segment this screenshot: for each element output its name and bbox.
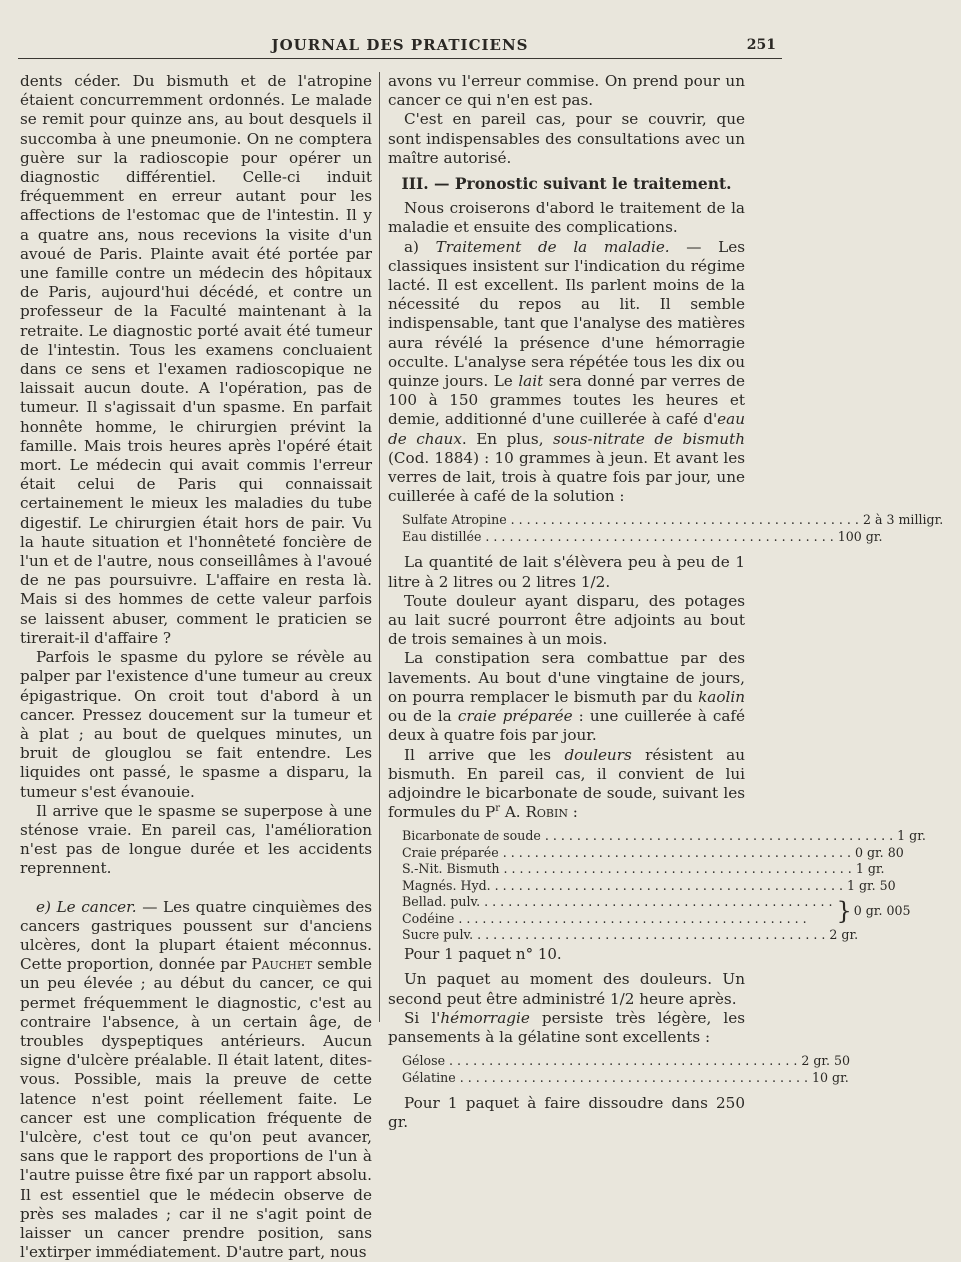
paragraph: dents céder. Du bismuth et de l'atropine étaient concurremment ordonnés. Le malade se remit pour quinze ans, au bout desquels il succomba à une pneumonie. On ne comptera guère sur la radioscopie pour opérer un diagnostic différentiel. Celle-ci induit fréquemment en erreur autant pour les affections de l'estomac que de l'intestin. Il y a quatre ans, nous recevions la visite d'un avoué de Paris. Plainte avait été portée par une famille contre un médecin des hôpitaux de Paris, aujourd'hui décédé, et contre un professeur de la Faculté maintenant à la retraite. Le diagnostic porté avait été tumeur de l'intestin. Tous les examens concluaient dans ce sens et l'examen radioscopique ne laissait aucun doute. A l'opération, pas de tumeur. Il s'agissait d'un spasme. En parfait honnête homme, le chirurgien prévint la famille. Mais trois heures après l'opéré était mort. Le médecin qui avait commis l'erreur était celui de Paris qui connaissait certainement le mieux les maladies du tube digestif. Le chirurgien était hors de pair. Vu la haute situation et l'honnêteté foncière de l'un et de l'autre, nous conseillâmes à l'avoué de ne pas poursuivre. L'affaire en resta là. Mais si des hommes de cette valeur parfois se laissent abuser, comment le praticien se tirerait-il d'affaire ? [20,72,372,647]
author-name: Robin [525,803,568,822]
paragraph-hemorragie: Si l'hémorragie persiste très légère, les pansements à la gélatine sont excellents : [388,1008,745,1046]
paragraph-cancer: e) Le cancer. — Les quatre cinquièmes des cancers gastriques poussent sur d'anciens ulcères, dont la plupart étaient méconnus. Cette proportion, donnée par Pauchet semble un peu élevée ; au début du cancer, ce qui permet fréquemment le diagnostic, c'est au contraire l'absence, à un certain âge, de troubles dyspeptiques antérieurs. Aucun signe d'ulcère préalable. Il était latent, dites-vous. Possible, mais la preuve de cette latence n'est point réellement faite. Le cancer est une complication fréquente de l'ulcère, c'est tout ce qu'on peut avancer, sans que le rapport des proportions de l'un à l'autre puisse être fixé par un rapport absolu. Il est essentiel que le médecin observe de près ses malades ; car il ne s'agit point de laisser un cancer prendre position, sans l'extirper immédiatement. D'autre part, nous [20,897,372,1262]
spacer [20,879,372,898]
prescription-atropine [402,512,944,545]
paragraph: Parfois le spasme du pylore se révèle au palper par l'existence d'une tumeur au creux épigastrique. On croit tout d'abord à un cancer. Pressez doucement sur la tumeur et à plat ; au bout de quelques minutes, un bruit de glouglou se fait entendre. Les liquides ont passé, le spasme a disparu, la tumeur s'est évanouie. [20,648,372,801]
formula-row: Bellad. pulv. . . . [402,894,836,911]
left-column [20,72,372,1262]
paragraph: C'est en pareil cas, pour se couvrir, que sont indispensables des consultations avec un maître autorisé. [388,110,745,167]
formula-row: Bicarbonate de soude . . . 1 gr. [402,828,745,845]
paragraph: Nous croiserons d'abord le traitement de la maladie et ensuite des complications. [388,199,745,237]
paragraph: avons vu l'erreur commise. On prend pour un cancer ce qui n'en est pas. [388,72,745,110]
column-divider [379,72,380,1022]
formula-row: S.-Nit. Bismuth . . . 1 gr. [402,861,745,878]
formula-row: Eau distillée . . . 100 gr. [402,529,745,546]
prescription-bicarbonate [402,828,926,963]
formula-brace-group: Bellad. pulv. . . . Codéine . . . } 0 gr. 005 [402,894,745,927]
formula-row: Codéine . . . [402,911,836,928]
running-header [18,32,782,59]
paragraph: Toute douleur ayant disparu, des potages au lait sucré pourront être adjoints au bout de trois semaines à un mois. [388,591,745,649]
paragraph: Un paquet au moment des douleurs. Un second peut être administré 1/2 heure après. [388,970,745,1008]
journal-title: JOURNAL DES PRATICIENS [271,36,529,54]
section-heading: III. — Pronostic suivant le traitement. [401,174,732,194]
paragraph: Il arrive que le spasme se superpose à une sténose vraie. En pareil cas, l'amélioration n'est pas de longue durée et les accidents reprennent. [20,801,372,878]
brace-icon: } [836,896,852,925]
formula-footer: Pour 1 paquet n° 10. [404,944,562,963]
prescription-gelatine [402,1053,851,1086]
right-column [388,72,944,1133]
paragraph-constipation: La constipation sera combattue par des lavements. Au bout d'une vingtaine de jours, on pourra remplacer le bismuth par du kaolin ou de la craie préparée : une cuillerée à café deux à quatre fois par jour. [388,649,746,745]
subsection-label: Traitement de la maladie. [435,237,670,256]
formula-row: Sucre pulv. . . . 2 gr. [402,927,745,944]
formula-row: Craie préparée . . . 0 gr. 80 [402,845,745,862]
page-number: 251 [746,37,776,53]
subsection-label: e) Le cancer. [36,897,137,916]
paragraph-douleurs: Il arrive que les douleurs résistent au bismuth. En pareil cas, il convient de lui adjoindre le bicarbonate de soude, suivant les formules du $P^r$ A. Robin : [388,745,745,822]
paragraph-traitement: a) Traitement de la maladie. — Les classiques insistent sur l'indication du régime lacté. Il est excellent. Ils parlent moins de la nécessité du repos au lit. Il semble indispensable, tant que l'analyse des matières aura révélé la présence d'une hémorragie occulte. L'analyse sera répétée tous les dix ou quinze jours. Le lait sera donné par verres de 100 à 150 grammes toutes les heures et demie, additionné d'une cuillerée à café d'eau de chaux. En plus, sous-nitrate de bismuth (Cod. 1884) : 10 grammes à jeun. Et avant les verres de lait, trois à quatre fois par jour, une cuillerée à café de la solution : [388,237,745,506]
formula-row: Gélose . . . 2 gr. 50 [402,1053,745,1070]
formula-row: Magnés. Hyd. . . . 1 gr. 50 [402,878,745,895]
paragraph: La quantité de lait s'élèvera peu à peu de 1 litre à 2 litres ou 2 litres 1/2. [388,553,745,591]
paragraph: Pour 1 paquet à faire dissoudre dans 250 gr. [388,1094,745,1132]
author-name: Pauchet [251,955,313,974]
formula-row: Sulfate Atropine . . . 2 à 3 milligr. [402,512,745,529]
formula-row: Gélatine . . . 10 gr. [402,1070,745,1087]
